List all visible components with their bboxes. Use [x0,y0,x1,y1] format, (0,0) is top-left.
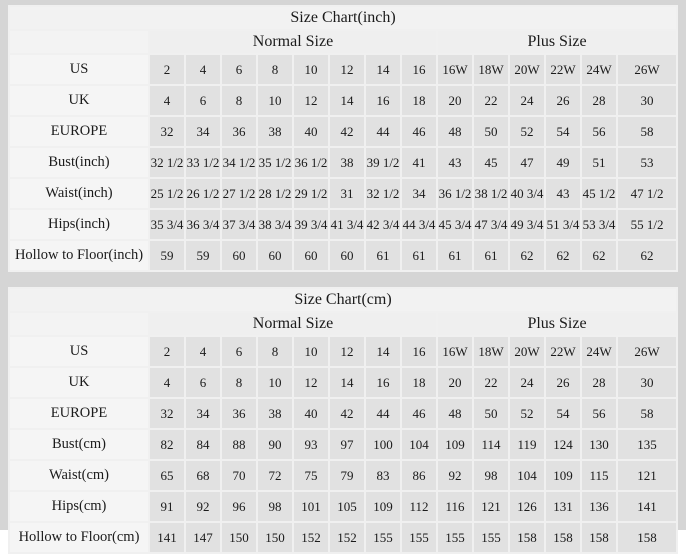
size-value-cell: 51 3/4 [546,210,580,239]
table-row [10,86,676,115]
size-value-cell: 44 [366,399,400,428]
size-value-cell: 20 [438,86,472,115]
size-value-cell: 152 [330,523,364,552]
size-value-cell: 32 1/2 [366,179,400,208]
size-value-cell: 8 [258,337,292,366]
size-value-cell: 53 3/4 [582,210,616,239]
size-value-cell: 60 [222,241,256,270]
size-value-cell: 38 [258,399,292,428]
size-value-cell: 38 [330,148,364,177]
size-value-cell: 104 [510,461,544,490]
size-value-cell: 27 1/2 [222,179,256,208]
size-value-cell: 158 [618,523,676,552]
size-value-cell: 42 [330,399,364,428]
size-value-cell: 61 [474,241,508,270]
size-value-cell: 34 [402,179,436,208]
size-value-cell: 121 [474,492,508,521]
size-value-cell: 44 3/4 [402,210,436,239]
size-value-cell: 109 [438,430,472,459]
size-value-cell: 14 [330,368,364,397]
table-row [10,210,676,239]
size-value-cell: 126 [510,492,544,521]
table-row [10,55,676,84]
size-value-cell: 48 [438,399,472,428]
size-value-cell: 26W [618,55,676,84]
size-value-cell: 84 [186,430,220,459]
size-value-cell: 26 1/2 [186,179,220,208]
table-title: Size Chart(cm) [10,289,676,311]
size-value-cell: 82 [150,430,184,459]
size-value-cell: 16 [402,337,436,366]
size-value-cell: 6 [222,55,256,84]
size-value-cell: 131 [546,492,580,521]
size-value-cell: 44 [366,117,400,146]
size-value-cell: 4 [150,368,184,397]
size-value-cell: 26 [546,368,580,397]
row-label: Bust(inch) [10,148,148,177]
size-value-cell: 53 [618,148,676,177]
size-value-cell: 12 [330,337,364,366]
size-value-cell: 38 [258,117,292,146]
table-row [10,430,676,459]
size-value-cell: 41 [402,148,436,177]
size-value-cell: 30 [618,86,676,115]
size-value-cell: 14 [366,337,400,366]
size-value-cell: 62 [618,241,676,270]
size-value-cell: 51 [582,148,616,177]
size-value-cell: 18 [402,368,436,397]
size-value-cell: 92 [438,461,472,490]
size-chart-cm-table [8,287,678,554]
table-title: Size Chart(inch) [10,7,676,29]
size-value-cell: 68 [186,461,220,490]
row-label: Hollow to Floor(inch) [10,241,148,270]
size-value-cell: 6 [186,368,220,397]
size-value-cell: 136 [582,492,616,521]
size-value-cell: 45 1/2 [582,179,616,208]
size-value-cell: 4 [186,55,220,84]
size-value-cell: 16 [366,368,400,397]
size-value-cell: 60 [294,241,328,270]
size-value-cell: 105 [330,492,364,521]
size-value-cell: 22W [546,55,580,84]
size-value-cell: 28 1/2 [258,179,292,208]
size-value-cell: 45 3/4 [438,210,472,239]
size-value-cell: 10 [258,86,292,115]
size-value-cell: 2 [150,337,184,366]
size-value-cell: 42 [330,117,364,146]
size-value-cell: 72 [258,461,292,490]
size-value-cell: 96 [222,492,256,521]
size-value-cell: 8 [222,368,256,397]
size-value-cell: 59 [150,241,184,270]
size-value-cell: 59 [186,241,220,270]
size-value-cell: 147 [186,523,220,552]
size-value-cell: 18W [474,55,508,84]
size-value-cell: 16W [438,337,472,366]
row-label: Hips(cm) [10,492,148,521]
size-value-cell: 20 [438,368,472,397]
size-value-cell: 35 3/4 [150,210,184,239]
size-value-cell: 98 [258,492,292,521]
size-value-cell: 135 [618,430,676,459]
row-label: US [10,55,148,84]
size-value-cell: 36 1/2 [294,148,328,177]
size-value-cell: 45 [474,148,508,177]
group-header-plus-size: Plus Size [438,31,676,53]
size-value-cell: 32 [150,399,184,428]
size-value-cell: 30 [618,368,676,397]
size-value-cell: 34 [186,399,220,428]
size-value-cell: 83 [366,461,400,490]
size-value-cell: 18 [402,86,436,115]
size-value-cell: 38 1/2 [474,179,508,208]
size-value-cell: 6 [186,86,220,115]
table-row [10,492,676,521]
size-value-cell: 62 [582,241,616,270]
size-value-cell: 121 [618,461,676,490]
size-value-cell: 32 1/2 [150,148,184,177]
size-value-cell: 14 [330,86,364,115]
size-value-cell: 55 1/2 [618,210,676,239]
size-value-cell: 47 1/2 [618,179,676,208]
size-value-cell: 49 [546,148,580,177]
size-value-cell: 34 [186,117,220,146]
size-value-cell: 54 [546,399,580,428]
size-value-cell: 12 [330,55,364,84]
size-value-cell: 56 [582,399,616,428]
size-value-cell: 24W [582,55,616,84]
size-value-cell: 155 [474,523,508,552]
corner-cell [10,313,148,335]
size-value-cell: 100 [366,430,400,459]
size-value-cell: 36 [222,399,256,428]
size-value-cell: 54 [546,117,580,146]
size-value-cell: 25 1/2 [150,179,184,208]
size-value-cell: 12 [294,86,328,115]
table-row [10,117,676,146]
size-value-cell: 10 [294,337,328,366]
row-label: UK [10,86,148,115]
size-value-cell: 155 [402,523,436,552]
size-value-cell: 150 [222,523,256,552]
size-value-cell: 16 [366,86,400,115]
table-row [10,461,676,490]
size-value-cell: 29 1/2 [294,179,328,208]
size-value-cell: 158 [546,523,580,552]
size-value-cell: 22W [546,337,580,366]
size-value-cell: 90 [258,430,292,459]
group-header-normal-size: Normal Size [150,31,436,53]
size-value-cell: 65 [150,461,184,490]
table-title-row [10,289,676,311]
size-value-cell: 22 [474,368,508,397]
size-value-cell: 62 [546,241,580,270]
size-value-cell: 22 [474,86,508,115]
size-value-cell: 61 [366,241,400,270]
size-value-cell: 150 [258,523,292,552]
size-value-cell: 43 [438,148,472,177]
row-label: Waist(inch) [10,179,148,208]
size-value-cell: 20W [510,55,544,84]
row-label: EUROPE [10,399,148,428]
size-value-cell: 93 [294,430,328,459]
size-value-cell: 4 [150,86,184,115]
size-value-cell: 155 [438,523,472,552]
size-value-cell: 109 [546,461,580,490]
corner-cell [10,31,148,53]
size-value-cell: 119 [510,430,544,459]
size-value-cell: 40 [294,399,328,428]
table-row [10,399,676,428]
size-value-cell: 91 [150,492,184,521]
group-header-row [10,31,676,53]
size-value-cell: 115 [582,461,616,490]
size-value-cell: 109 [366,492,400,521]
size-value-cell: 79 [330,461,364,490]
size-value-cell: 36 1/2 [438,179,472,208]
row-label: UK [10,368,148,397]
size-value-cell: 56 [582,117,616,146]
size-value-cell: 47 [510,148,544,177]
table-row [10,368,676,397]
size-value-cell: 101 [294,492,328,521]
size-value-cell: 141 [618,492,676,521]
size-value-cell: 155 [366,523,400,552]
size-value-cell: 24W [582,337,616,366]
size-value-cell: 10 [258,368,292,397]
size-value-cell: 124 [546,430,580,459]
group-header-normal-size: Normal Size [150,313,436,335]
size-value-cell: 86 [402,461,436,490]
size-value-cell: 97 [330,430,364,459]
size-value-cell: 12 [294,368,328,397]
table-row [10,337,676,366]
size-value-cell: 2 [150,55,184,84]
table-row [10,523,676,552]
table-row [10,241,676,270]
size-value-cell: 104 [402,430,436,459]
size-value-cell: 47 3/4 [474,210,508,239]
size-value-cell: 41 3/4 [330,210,364,239]
table-row [10,179,676,208]
size-value-cell: 33 1/2 [186,148,220,177]
size-value-cell: 39 3/4 [294,210,328,239]
size-value-cell: 98 [474,461,508,490]
size-value-cell: 46 [402,117,436,146]
size-value-cell: 62 [510,241,544,270]
size-value-cell: 60 [330,241,364,270]
size-value-cell: 46 [402,399,436,428]
size-value-cell: 61 [438,241,472,270]
size-value-cell: 36 [222,117,256,146]
size-value-cell: 32 [150,117,184,146]
row-label: Hips(inch) [10,210,148,239]
group-header-plus-size: Plus Size [438,313,676,335]
size-value-cell: 40 3/4 [510,179,544,208]
size-value-cell: 40 [294,117,328,146]
size-value-cell: 75 [294,461,328,490]
size-value-cell: 16 [402,55,436,84]
size-value-cell: 61 [402,241,436,270]
size-value-cell: 4 [186,337,220,366]
size-value-cell: 58 [618,399,676,428]
row-label: US [10,337,148,366]
size-value-cell: 43 [546,179,580,208]
size-value-cell: 152 [294,523,328,552]
size-value-cell: 92 [186,492,220,521]
size-value-cell: 10 [294,55,328,84]
size-value-cell: 34 1/2 [222,148,256,177]
size-value-cell: 48 [438,117,472,146]
size-value-cell: 52 [510,117,544,146]
size-value-cell: 8 [222,86,256,115]
size-value-cell: 35 1/2 [258,148,292,177]
size-value-cell: 88 [222,430,256,459]
size-value-cell: 60 [258,241,292,270]
size-value-cell: 114 [474,430,508,459]
size-value-cell: 37 3/4 [222,210,256,239]
size-value-cell: 116 [438,492,472,521]
size-value-cell: 18W [474,337,508,366]
row-label: EUROPE [10,117,148,146]
size-value-cell: 141 [150,523,184,552]
size-value-cell: 52 [510,399,544,428]
size-value-cell: 31 [330,179,364,208]
size-value-cell: 26 [546,86,580,115]
group-header-row [10,313,676,335]
size-value-cell: 39 1/2 [366,148,400,177]
table-title-row [10,7,676,29]
size-value-cell: 24 [510,368,544,397]
row-label: Hollow to Floor(cm) [10,523,148,552]
size-value-cell: 8 [258,55,292,84]
size-value-cell: 28 [582,86,616,115]
size-value-cell: 130 [582,430,616,459]
size-value-cell: 26W [618,337,676,366]
size-value-cell: 49 3/4 [510,210,544,239]
size-value-cell: 70 [222,461,256,490]
size-value-cell: 158 [510,523,544,552]
size-value-cell: 36 3/4 [186,210,220,239]
row-label: Waist(cm) [10,461,148,490]
size-value-cell: 58 [618,117,676,146]
size-value-cell: 20W [510,337,544,366]
size-value-cell: 6 [222,337,256,366]
size-value-cell: 14 [366,55,400,84]
table-row [10,148,676,177]
size-value-cell: 112 [402,492,436,521]
size-value-cell: 24 [510,86,544,115]
size-value-cell: 50 [474,117,508,146]
size-value-cell: 42 3/4 [366,210,400,239]
size-value-cell: 38 3/4 [258,210,292,239]
size-value-cell: 50 [474,399,508,428]
row-label: Bust(cm) [10,430,148,459]
size-value-cell: 16W [438,55,472,84]
size-chart-inch-table [8,5,678,272]
size-value-cell: 28 [582,368,616,397]
size-value-cell: 158 [582,523,616,552]
